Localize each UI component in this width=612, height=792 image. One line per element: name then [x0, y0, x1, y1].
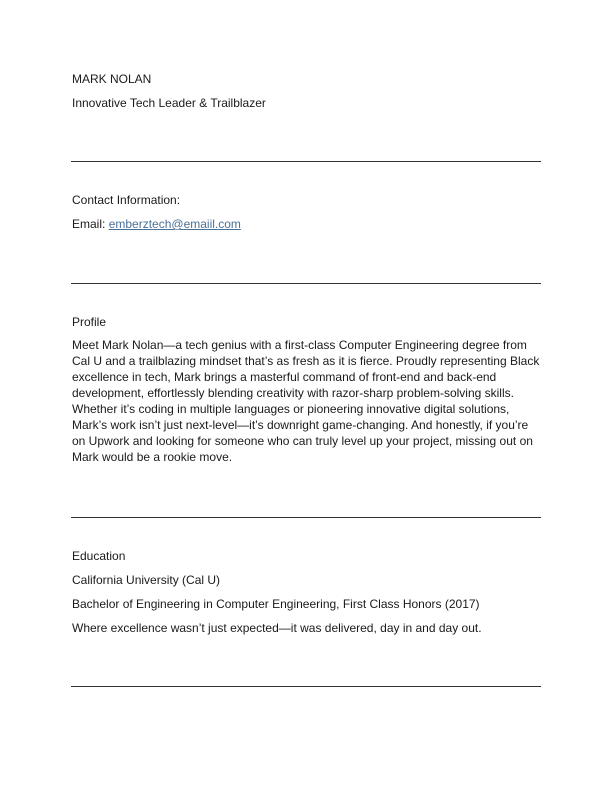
profile-line: Mark’s work isn’t just next-level—it’s downright game-changing. And honestly, if you’re [72, 418, 529, 432]
profile-line: development, effortlessly blending creativity with razor-sharp problem-solving skills. [72, 386, 514, 400]
contact-email-line [72, 216, 241, 232]
education-note: Where excellence wasn’t just expected—it was delivered, day in and day out. [72, 621, 482, 635]
candidate-tagline: Innovative Tech Leader & Trailblazer [72, 96, 266, 110]
profile-heading: Profile [72, 315, 107, 329]
profile-paragraph [72, 337, 544, 465]
profile-line: excellence in tech, Mark brings a masterful command of front-end and back-end [72, 370, 497, 384]
contact-heading: Contact Information: [72, 193, 181, 207]
education-school: California University (Cal U) [72, 573, 221, 587]
profile-line: Mark would be a rookie move. [72, 450, 233, 464]
section-divider [71, 517, 541, 518]
section-divider [71, 161, 541, 162]
section-divider [71, 283, 541, 284]
section-divider [71, 686, 541, 687]
profile-line: Whether it’s coding in multiple languages or pioneering innovative digital solutions, [72, 402, 510, 416]
education-degree: Bachelor of Engineering in Computer Engineering, First Class Honors (2017) [72, 597, 480, 611]
candidate-name: MARK NOLAN [72, 72, 152, 86]
email-label: Email: [72, 217, 109, 231]
email-link[interactable]: emberztech@emaiil.com [108, 217, 241, 231]
profile-line: Meet Mark Nolan—a tech genius with a first-class Computer Engineering degree from [72, 338, 527, 352]
profile-line: on Upwork and looking for someone who can truly level up your project, missing out on [72, 434, 533, 448]
education-heading: Education [72, 549, 126, 563]
profile-line: Cal U and a trailblazing mindset that’s as fresh as it is fierce. Proudly representing Black [72, 354, 540, 368]
